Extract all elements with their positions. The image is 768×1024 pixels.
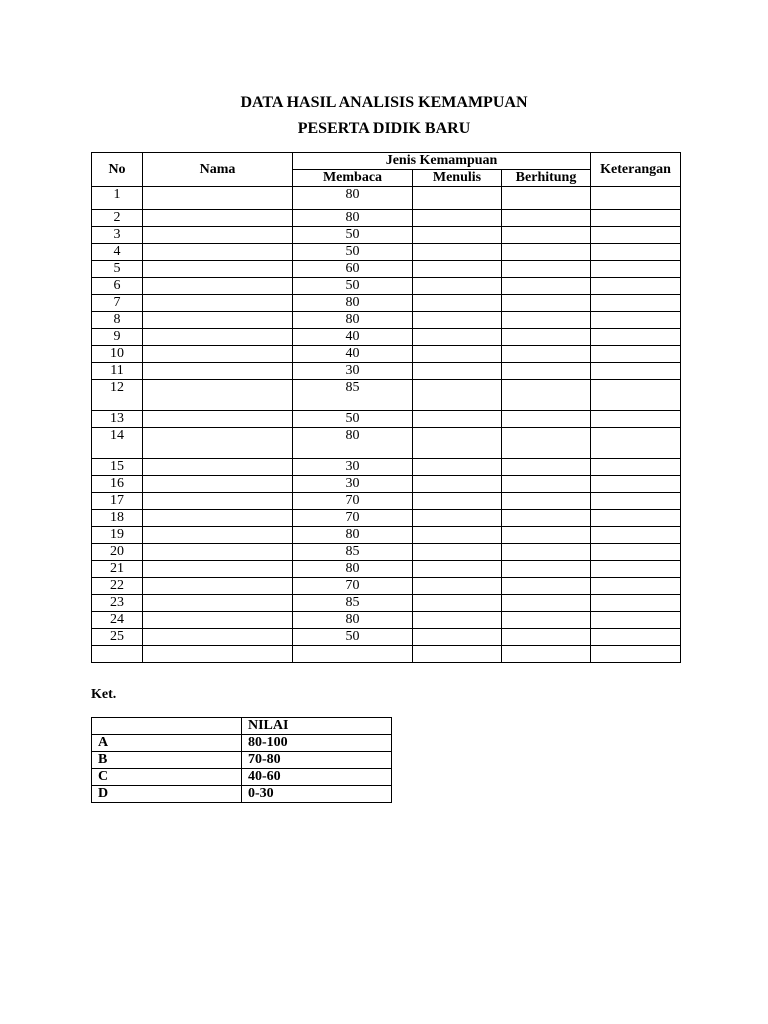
cell-berhitung <box>502 612 591 629</box>
legend-range: 80-100 <box>242 735 392 752</box>
cell-nama <box>143 612 293 629</box>
cell-berhitung <box>502 312 591 329</box>
cell-menulis <box>413 527 502 544</box>
cell-berhitung <box>502 411 591 428</box>
cell-keterangan <box>591 612 681 629</box>
cell-menulis <box>413 411 502 428</box>
cell-membaca: 80 <box>293 612 413 629</box>
cell-berhitung <box>502 595 591 612</box>
cell-keterangan <box>591 561 681 578</box>
cell-no: 16 <box>92 476 143 493</box>
cell-membaca: 30 <box>293 363 413 380</box>
legend-grade: B <box>92 752 242 769</box>
cell-nama <box>143 244 293 261</box>
document-title: DATA HASIL ANALISIS KEMAMPUAN <box>240 94 528 111</box>
table-body <box>92 187 681 663</box>
cell-berhitung <box>502 476 591 493</box>
cell-menulis <box>413 380 502 411</box>
table-row <box>92 459 681 476</box>
table-row <box>92 244 681 261</box>
cell-nama <box>143 510 293 527</box>
cell-keterangan <box>591 346 681 363</box>
cell-keterangan <box>591 578 681 595</box>
cell-keterangan <box>591 329 681 346</box>
header-keterangan: Keterangan <box>591 153 681 187</box>
header-jenis-kemampuan: Jenis Kemampuan <box>293 153 591 170</box>
cell-berhitung <box>502 227 591 244</box>
cell-nama <box>143 595 293 612</box>
cell-menulis <box>413 510 502 527</box>
cell-berhitung <box>502 646 591 663</box>
cell-no: 3 <box>92 227 143 244</box>
legend-empty-cell <box>92 718 242 735</box>
legend-grade: A <box>92 735 242 752</box>
cell-keterangan <box>591 646 681 663</box>
table-row <box>92 544 681 561</box>
document-subtitle: PESERTA DIDIK BARU <box>297 120 471 137</box>
legend-grade: D <box>92 786 242 803</box>
table-row <box>92 346 681 363</box>
cell-menulis <box>413 346 502 363</box>
cell-keterangan <box>591 476 681 493</box>
cell-no: 25 <box>92 629 143 646</box>
cell-menulis <box>413 629 502 646</box>
cell-menulis <box>413 646 502 663</box>
cell-berhitung <box>502 544 591 561</box>
cell-keterangan <box>591 428 681 459</box>
cell-no: 11 <box>92 363 143 380</box>
cell-keterangan <box>591 411 681 428</box>
cell-no <box>92 646 143 663</box>
cell-nama <box>143 278 293 295</box>
cell-membaca: 70 <box>293 493 413 510</box>
cell-no: 6 <box>92 278 143 295</box>
table-row <box>92 411 681 428</box>
cell-nama <box>143 544 293 561</box>
cell-nama <box>143 187 293 210</box>
cell-menulis <box>413 227 502 244</box>
legend-range: 40-60 <box>242 769 392 786</box>
cell-nama <box>143 561 293 578</box>
legend-range: 70-80 <box>242 752 392 769</box>
cell-menulis <box>413 428 502 459</box>
table-row <box>92 629 681 646</box>
table-row <box>92 612 681 629</box>
cell-menulis <box>413 578 502 595</box>
cell-nama <box>143 411 293 428</box>
table-row <box>92 595 681 612</box>
table-row <box>92 561 681 578</box>
cell-keterangan <box>591 295 681 312</box>
table-row <box>92 187 681 210</box>
table-row <box>92 329 681 346</box>
cell-membaca: 80 <box>293 428 413 459</box>
cell-berhitung <box>502 261 591 278</box>
cell-keterangan <box>591 380 681 411</box>
cell-no: 8 <box>92 312 143 329</box>
cell-no: 10 <box>92 346 143 363</box>
cell-no: 24 <box>92 612 143 629</box>
cell-nama <box>143 295 293 312</box>
cell-membaca: 80 <box>293 312 413 329</box>
table-row <box>92 428 681 459</box>
cell-menulis <box>413 312 502 329</box>
cell-keterangan <box>591 312 681 329</box>
header-berhitung: Berhitung <box>502 170 591 187</box>
cell-no: 17 <box>92 493 143 510</box>
cell-membaca: 50 <box>293 244 413 261</box>
cell-no: 15 <box>92 459 143 476</box>
cell-membaca <box>293 646 413 663</box>
cell-menulis <box>413 595 502 612</box>
cell-nama <box>143 312 293 329</box>
cell-nama <box>143 493 293 510</box>
cell-membaca: 30 <box>293 459 413 476</box>
legend-row <box>92 769 392 786</box>
cell-berhitung <box>502 629 591 646</box>
cell-menulis <box>413 459 502 476</box>
cell-menulis <box>413 187 502 210</box>
cell-menulis <box>413 261 502 278</box>
cell-membaca: 80 <box>293 210 413 227</box>
cell-berhitung <box>502 380 591 411</box>
table-row <box>92 363 681 380</box>
cell-no: 23 <box>92 595 143 612</box>
cell-keterangan <box>591 493 681 510</box>
legend-row <box>92 735 392 752</box>
cell-berhitung <box>502 510 591 527</box>
cell-nama <box>143 363 293 380</box>
cell-menulis <box>413 329 502 346</box>
cell-no: 1 <box>92 187 143 210</box>
cell-membaca: 85 <box>293 380 413 411</box>
cell-berhitung <box>502 187 591 210</box>
cell-berhitung <box>502 493 591 510</box>
cell-keterangan <box>591 210 681 227</box>
table-row <box>92 227 681 244</box>
table-row <box>92 578 681 595</box>
cell-menulis <box>413 612 502 629</box>
legend-grade: C <box>92 769 242 786</box>
legend-row <box>92 752 392 769</box>
cell-berhitung <box>502 561 591 578</box>
cell-nama <box>143 527 293 544</box>
cell-nama <box>143 428 293 459</box>
cell-membaca: 50 <box>293 278 413 295</box>
cell-nama <box>143 210 293 227</box>
cell-keterangan <box>591 244 681 261</box>
table-row <box>92 312 681 329</box>
cell-membaca: 80 <box>293 295 413 312</box>
cell-keterangan <box>591 629 681 646</box>
cell-berhitung <box>502 363 591 380</box>
header-menulis: Menulis <box>413 170 502 187</box>
cell-no: 22 <box>92 578 143 595</box>
cell-membaca: 80 <box>293 561 413 578</box>
cell-berhitung <box>502 210 591 227</box>
cell-keterangan <box>591 278 681 295</box>
table-row <box>92 210 681 227</box>
header-no: No <box>92 153 143 187</box>
cell-menulis <box>413 210 502 227</box>
cell-keterangan <box>591 227 681 244</box>
cell-menulis <box>413 363 502 380</box>
table-row <box>92 295 681 312</box>
cell-nama <box>143 476 293 493</box>
table-row <box>92 493 681 510</box>
ket-label: Ket. <box>91 687 117 702</box>
cell-berhitung <box>502 244 591 261</box>
cell-keterangan <box>591 363 681 380</box>
cell-membaca: 50 <box>293 411 413 428</box>
cell-membaca: 70 <box>293 510 413 527</box>
header-nama: Nama <box>143 153 293 187</box>
grade-legend-table <box>91 717 392 803</box>
cell-nama <box>143 346 293 363</box>
cell-membaca: 85 <box>293 595 413 612</box>
cell-no: 19 <box>92 527 143 544</box>
cell-no: 7 <box>92 295 143 312</box>
cell-menulis <box>413 295 502 312</box>
cell-nama <box>143 646 293 663</box>
cell-berhitung <box>502 459 591 476</box>
legend-header-row <box>92 718 392 735</box>
cell-membaca: 50 <box>293 227 413 244</box>
cell-keterangan <box>591 510 681 527</box>
cell-keterangan <box>591 544 681 561</box>
legend-range: 0-30 <box>242 786 392 803</box>
cell-no: 20 <box>92 544 143 561</box>
cell-membaca: 80 <box>293 187 413 210</box>
cell-berhitung <box>502 346 591 363</box>
cell-berhitung <box>502 527 591 544</box>
legend-header-nilai: NILAI <box>242 718 392 735</box>
cell-no: 14 <box>92 428 143 459</box>
cell-membaca: 85 <box>293 544 413 561</box>
cell-berhitung <box>502 329 591 346</box>
cell-nama <box>143 629 293 646</box>
cell-menulis <box>413 544 502 561</box>
cell-membaca: 30 <box>293 476 413 493</box>
cell-nama <box>143 227 293 244</box>
cell-menulis <box>413 278 502 295</box>
cell-menulis <box>413 561 502 578</box>
cell-membaca: 40 <box>293 346 413 363</box>
table-row <box>92 510 681 527</box>
table-row <box>92 646 681 663</box>
cell-membaca: 60 <box>293 261 413 278</box>
cell-no: 9 <box>92 329 143 346</box>
cell-nama <box>143 459 293 476</box>
cell-membaca: 50 <box>293 629 413 646</box>
cell-no: 21 <box>92 561 143 578</box>
cell-keterangan <box>591 459 681 476</box>
cell-membaca: 70 <box>293 578 413 595</box>
cell-keterangan <box>591 527 681 544</box>
cell-nama <box>143 578 293 595</box>
cell-menulis <box>413 476 502 493</box>
cell-berhitung <box>502 428 591 459</box>
cell-no: 18 <box>92 510 143 527</box>
cell-menulis <box>413 493 502 510</box>
cell-no: 13 <box>92 411 143 428</box>
header-membaca: Membaca <box>293 170 413 187</box>
ability-analysis-table <box>91 152 681 663</box>
cell-berhitung <box>502 578 591 595</box>
cell-no: 2 <box>92 210 143 227</box>
cell-membaca: 40 <box>293 329 413 346</box>
cell-berhitung <box>502 295 591 312</box>
table-row <box>92 380 681 411</box>
cell-nama <box>143 329 293 346</box>
cell-no: 12 <box>92 380 143 411</box>
cell-nama <box>143 261 293 278</box>
table-row <box>92 278 681 295</box>
cell-no: 5 <box>92 261 143 278</box>
legend-row <box>92 786 392 803</box>
cell-nama <box>143 380 293 411</box>
cell-keterangan <box>591 187 681 210</box>
table-row <box>92 527 681 544</box>
table-row <box>92 261 681 278</box>
cell-membaca: 80 <box>293 527 413 544</box>
cell-berhitung <box>502 278 591 295</box>
cell-keterangan <box>591 595 681 612</box>
cell-menulis <box>413 244 502 261</box>
cell-keterangan <box>591 261 681 278</box>
cell-no: 4 <box>92 244 143 261</box>
table-row <box>92 476 681 493</box>
